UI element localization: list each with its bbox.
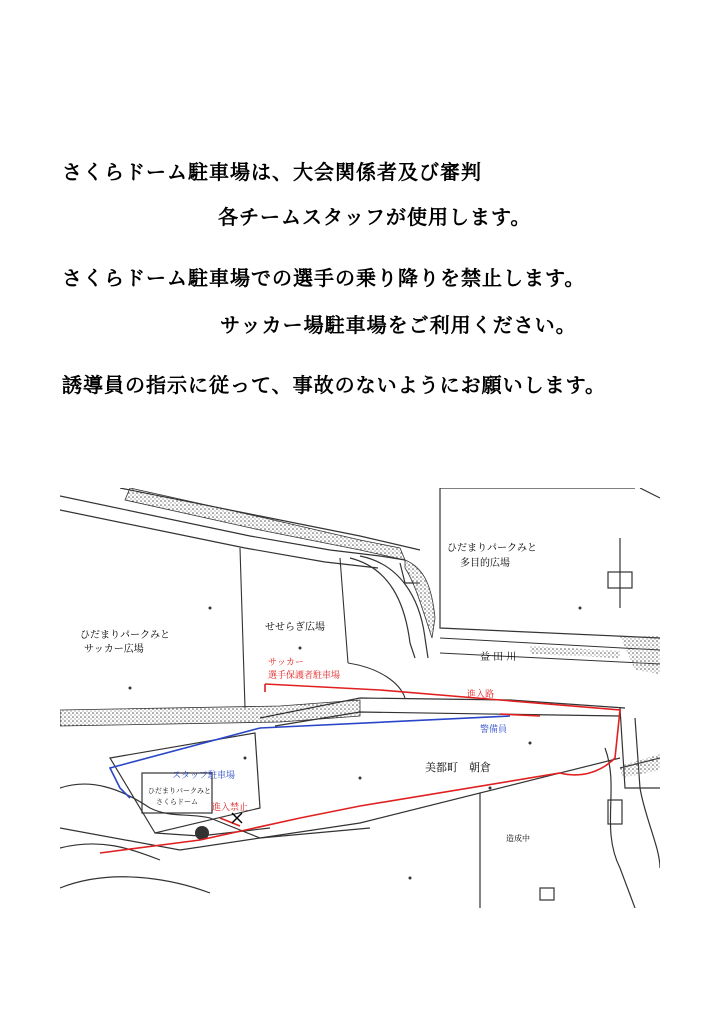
- notice-line-1: さくらドーム駐車場は、大会関係者及び審判: [62, 160, 482, 184]
- label-staff-parking: スタッフ駐車場: [172, 771, 236, 781]
- label-park-west-1: ひだまりパークみと: [80, 630, 170, 641]
- label-town: 美都町 朝倉: [425, 761, 491, 774]
- label-seseragi: せせらぎ広場: [265, 622, 325, 633]
- parking-map: [60, 488, 660, 908]
- label-park-west-2: サッカー広場: [84, 644, 144, 655]
- label-river: 益 田 川: [480, 652, 517, 663]
- notice-line-2: 各チームスタッフが使用します。: [218, 205, 532, 229]
- label-soccer-parking-2: 選手保護者駐車場: [268, 671, 341, 681]
- label-dome-2: さくらドーム: [156, 798, 198, 806]
- label-dome-1: ひだまりパークみと: [148, 787, 211, 795]
- label-soccer-parking-1: サッカー: [268, 658, 304, 668]
- label-park-north-2: 多目的広場: [460, 558, 510, 569]
- label-no-entry: 進入禁止: [212, 803, 249, 813]
- notice-line-3: さくらドーム駐車場での選手の乗り降りを禁止します。: [62, 266, 586, 290]
- notice-line-4: サッカー場駐車場をご利用ください。: [220, 313, 577, 337]
- notice-line-5: 誘導員の指示に従って、事故のないようにお願いします。: [62, 373, 606, 397]
- label-park-north-1: ひだまりパークみと: [447, 543, 537, 554]
- label-entrance-route: 進入路: [467, 690, 495, 700]
- label-guard: 警備員: [480, 725, 508, 735]
- label-construction: 造成中: [506, 834, 530, 843]
